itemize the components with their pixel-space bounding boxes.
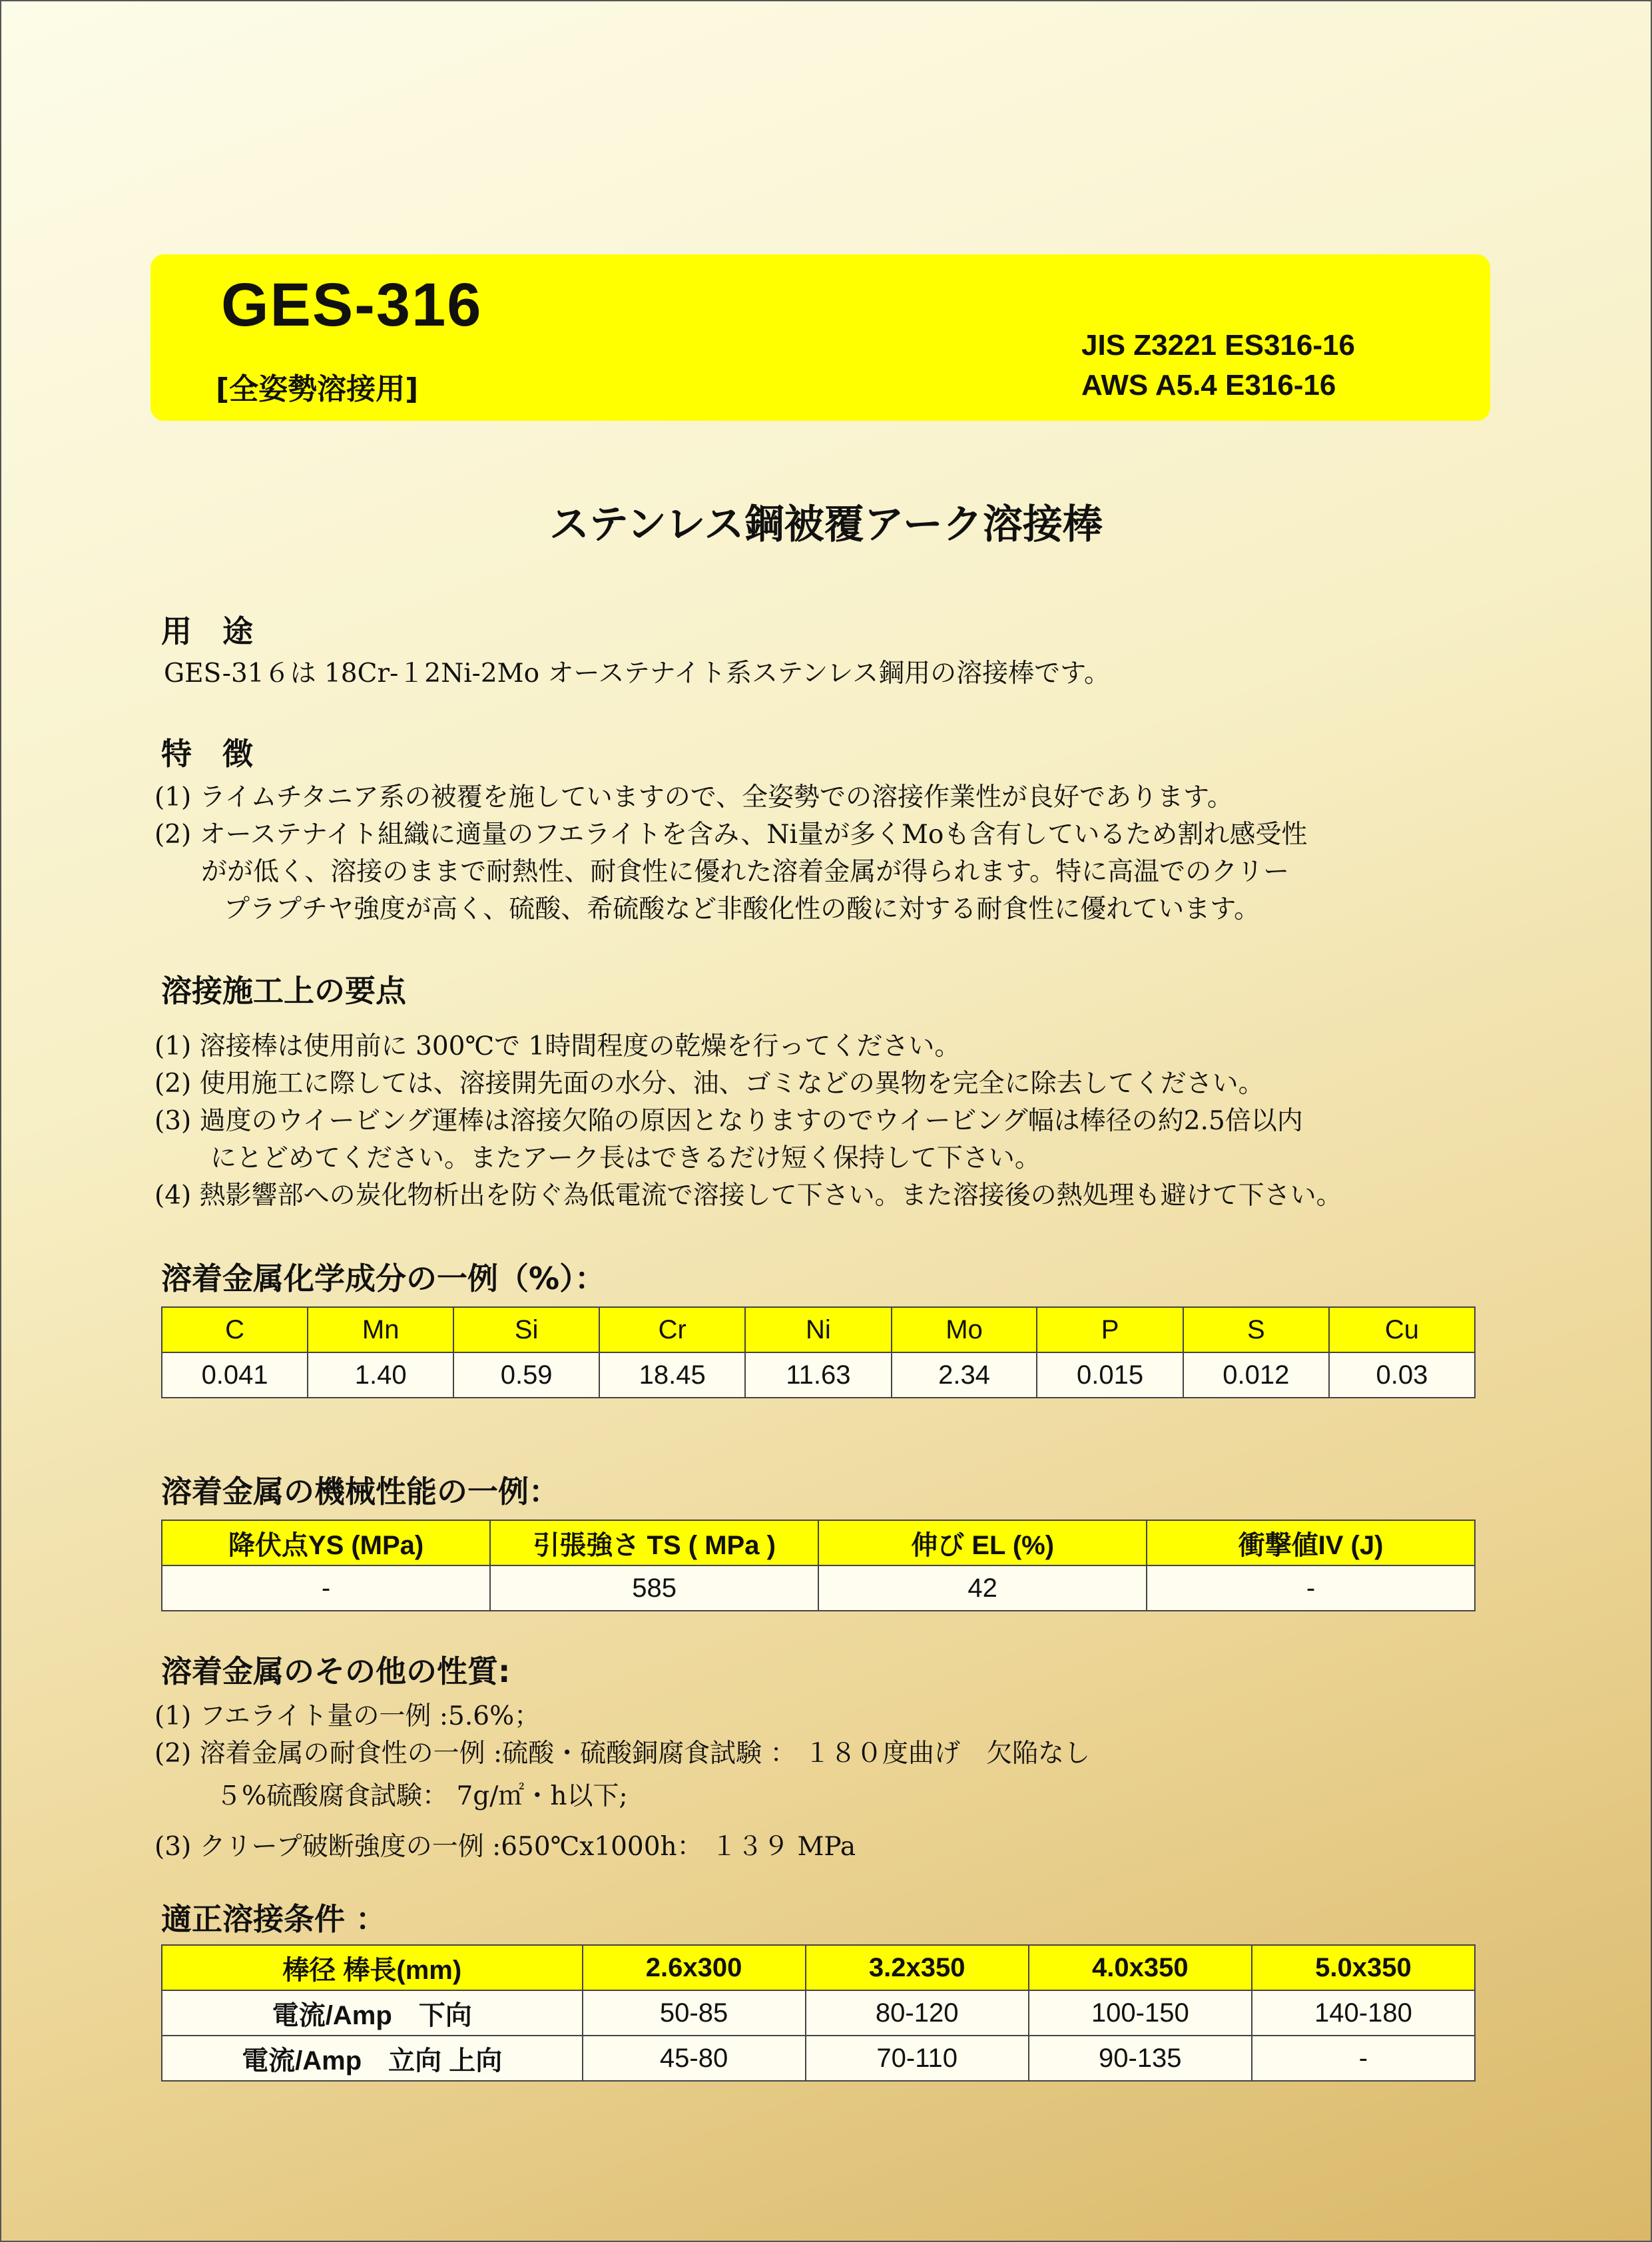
chem-header-mn: Mn bbox=[308, 1307, 453, 1352]
cond-row1-2-6: 50-85 bbox=[583, 1990, 806, 2036]
mech-value-ts: 585 bbox=[490, 1565, 818, 1611]
chem-header-mo: Mo bbox=[892, 1307, 1037, 1352]
document-title: ステンレス鋼被覆アーク溶接棒 bbox=[549, 501, 1103, 548]
chem-value-p: 0.015 bbox=[1037, 1352, 1183, 1398]
chem-header-cr: Cr bbox=[599, 1307, 745, 1352]
chemical-table bbox=[161, 1306, 1476, 1398]
chem-value-s: 0.012 bbox=[1183, 1352, 1329, 1398]
chem-header-c: C bbox=[162, 1307, 308, 1352]
other-line-3: ５%硫酸腐食試験： 7g/㎡・h以下; bbox=[216, 1781, 628, 1811]
cond-row1-5-0: 140-180 bbox=[1252, 1990, 1475, 2036]
cond-row2-4-0: 90-135 bbox=[1029, 2036, 1252, 2081]
other-line-1: (1) フエライト量の一例 :5.6%； bbox=[154, 1701, 541, 1731]
mechanical-table bbox=[161, 1520, 1476, 1611]
mechanical-heading: 溶着金属の機械性能の一例： bbox=[161, 1474, 559, 1510]
mech-header-ys: 降伏点YS (MPa) bbox=[162, 1520, 490, 1565]
cond-row2-5-0: - bbox=[1252, 2036, 1475, 2081]
chem-value-cr: 18.45 bbox=[599, 1352, 745, 1398]
chem-header-ni: Ni bbox=[745, 1307, 891, 1352]
mechanical-header-row bbox=[162, 1520, 1475, 1565]
chem-header-si: Si bbox=[453, 1307, 599, 1352]
cond-row1-label: 電流/Amp 下向 bbox=[162, 1990, 583, 2036]
cond-row1-3-2: 80-120 bbox=[806, 1990, 1029, 2036]
conditions-row-flat bbox=[162, 1990, 1475, 2036]
chem-value-mo: 2.34 bbox=[892, 1352, 1037, 1398]
other-line-4: (3) クリープ破断強度の一例 :650℃x1000h： １３９ MPa bbox=[154, 1832, 856, 1862]
mech-header-el: 伸び EL (%) bbox=[818, 1520, 1147, 1565]
product-banner bbox=[150, 254, 1490, 421]
points-line-2: (2) 使用施工に際しては、溶接開先面の水分、油、ゴミなどの異物を完全に除去してください。 bbox=[154, 1069, 1264, 1099]
cond-header-size: 棒径 棒長(mm) bbox=[162, 1945, 583, 1990]
conditions-row-vertical bbox=[162, 2036, 1475, 2081]
mech-value-ys: - bbox=[162, 1565, 490, 1611]
points-line-4: にとどめてください。またアーク長はできるだけ短く保持して下さい。 bbox=[210, 1143, 1041, 1173]
chem-value-cu: 0.03 bbox=[1329, 1352, 1475, 1398]
features-line-4: プラプチヤ強度が高く、硫酸、希硫酸など非酸化性の酸に対する耐食性に優れています。 bbox=[224, 894, 1260, 924]
features-heading: 特 徴 bbox=[161, 736, 253, 772]
cond-row2-2-6: 45-80 bbox=[583, 2036, 806, 2081]
chem-value-c: 0.041 bbox=[162, 1352, 308, 1398]
chem-header-p: P bbox=[1037, 1307, 1183, 1352]
cond-row1-4-0: 100-150 bbox=[1029, 1990, 1252, 2036]
chem-value-si: 0.59 bbox=[453, 1352, 599, 1398]
other-line-2: (2) 溶着金属の耐食性の一例 :硫酸・硫酸銅腐食試験 ： １８０度曲げ 欠陥なし bbox=[154, 1739, 1090, 1769]
chem-value-ni: 11.63 bbox=[745, 1352, 891, 1398]
chem-value-mn: 1.40 bbox=[308, 1352, 453, 1398]
product-code: GES-316 bbox=[221, 271, 483, 339]
chem-header-s: S bbox=[1183, 1307, 1329, 1352]
points-line-1: (1) 溶接棒は使用前に 300℃で 1時間程度の乾燥を行ってください。 bbox=[154, 1031, 961, 1061]
other-heading: 溶着金属のその他の性質: bbox=[161, 1653, 511, 1689]
conditions-table bbox=[161, 1944, 1476, 2082]
features-line-2: (2) オーステナイト組織に適量のフエライトを含み、Ni量が多くMoも含有しているため割れ感受性 bbox=[154, 820, 1308, 850]
product-usage: [全姿勢溶接用] bbox=[216, 372, 419, 406]
standard-jis: JIS Z3221 ES316-16 bbox=[1081, 329, 1355, 362]
features-line-1: (1) ライムチタニア系の被覆を施していますので、全姿勢での溶接作業性が良好であります。 bbox=[154, 782, 1233, 812]
chemical-value-row bbox=[162, 1352, 1475, 1398]
mech-value-iv: - bbox=[1147, 1565, 1475, 1611]
mechanical-value-row bbox=[162, 1565, 1475, 1611]
mech-header-iv: 衝撃値IV (J) bbox=[1147, 1520, 1475, 1565]
mech-header-ts: 引張強さ TS ( MPa ) bbox=[490, 1520, 818, 1565]
application-text: GES-31６は 18Cr-１2Ni-2Mo オーステナイト系ステンレス鋼用の溶接棒です。 bbox=[164, 659, 1111, 689]
chemical-heading: 溶着金属化学成分の一例（%）： bbox=[161, 1261, 606, 1296]
chem-header-cu: Cu bbox=[1329, 1307, 1475, 1352]
cond-row2-label: 電流/Amp 立向 上向 bbox=[162, 2036, 583, 2081]
cond-header-3-2: 3.2x350 bbox=[806, 1945, 1029, 1990]
conditions-header-row bbox=[162, 1945, 1475, 1990]
points-line-3: (3) 過度のウイービング運棒は溶接欠陥の原因となりますのでウイービング幅は棒径の約2.5倍以内 bbox=[154, 1106, 1303, 1136]
points-line-5: (4) 熱影響部への炭化物析出を防ぐ為低電流で溶接して下さい。また溶接後の熱処理も避けて下さい。 bbox=[154, 1181, 1342, 1211]
conditions-heading: 適正溶接条件 ： bbox=[161, 1901, 387, 1937]
cond-header-2-6: 2.6x300 bbox=[583, 1945, 806, 1990]
cond-header-5-0: 5.0x350 bbox=[1252, 1945, 1475, 1990]
application-heading: 用 途 bbox=[161, 613, 253, 649]
mech-value-el: 42 bbox=[818, 1565, 1147, 1611]
standard-aws: AWS A5.4 E316-16 bbox=[1081, 369, 1336, 402]
chemical-header-row bbox=[162, 1307, 1475, 1352]
points-heading: 溶接施工上の要点 bbox=[161, 973, 406, 1009]
cond-row2-3-2: 70-110 bbox=[806, 2036, 1029, 2081]
features-line-3: がが低く、溶接のままで耐熱性、耐食性に優れた溶着金属が得られます。特に高温でのクリー bbox=[201, 857, 1290, 887]
cond-header-4-0: 4.0x350 bbox=[1029, 1945, 1252, 1990]
